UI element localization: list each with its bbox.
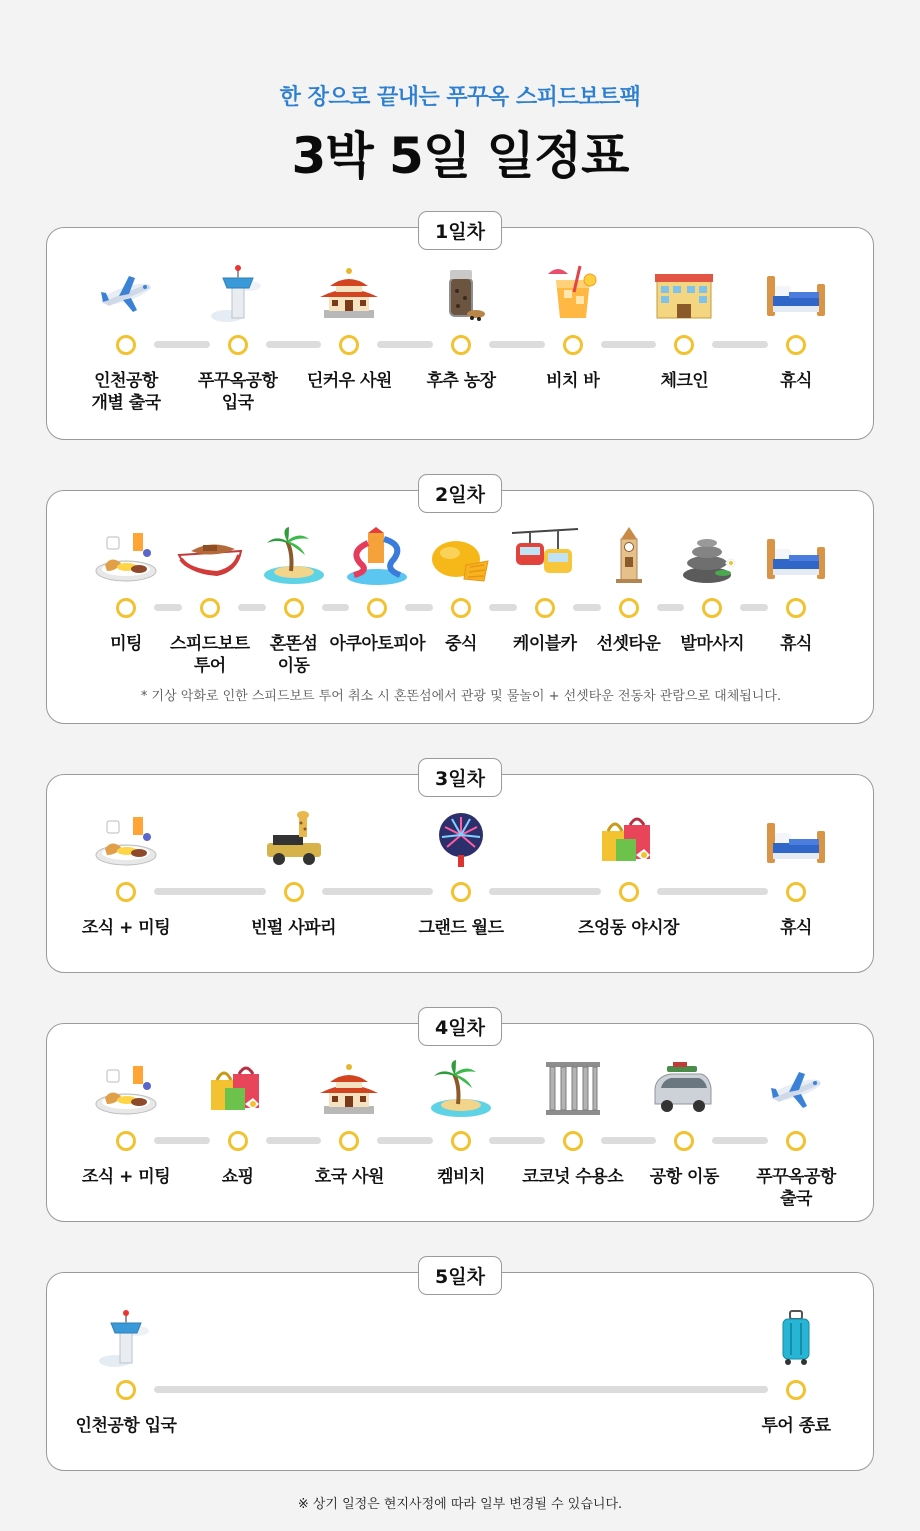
day-label: 4일차 xyxy=(418,1007,502,1046)
stop-label: 호국 사원 xyxy=(314,1167,384,1187)
footer-note: ※ 상기 일정은 현지사정에 따라 일부 변경될 수 있습니다. xyxy=(297,1497,623,1512)
connector-line xyxy=(601,1137,657,1144)
water-slide-icon xyxy=(344,525,410,587)
connector-line xyxy=(489,604,517,611)
stop-label: 휴식 xyxy=(780,634,812,654)
day-label: 3일차 xyxy=(418,758,502,797)
stop-label: 비치 바 xyxy=(546,371,600,391)
timeline-dot xyxy=(674,335,694,355)
speedboat-icon xyxy=(177,525,243,587)
connector-line xyxy=(238,604,266,611)
timeline-dot xyxy=(535,598,555,618)
day-card xyxy=(46,1266,874,1471)
timeline-dot xyxy=(116,335,136,355)
island-icon xyxy=(261,525,327,587)
weather-note: * 기상 악화로 인한 스피드보트 투어 취소 시 혼똔섬에서 관광 및 물놀이 + 선셋타운 전동차 관람으로 대체됩니다. xyxy=(140,689,782,704)
timeline-dot xyxy=(228,1131,248,1151)
day-label: 2일차 xyxy=(418,474,502,513)
connector-line xyxy=(266,341,322,348)
day-card xyxy=(46,484,874,724)
bed-icon xyxy=(763,262,829,324)
timeline-dot xyxy=(284,598,304,618)
stop-label: 스피드보트 투어 xyxy=(169,634,250,676)
timeline-dot xyxy=(674,1131,694,1151)
connector-line xyxy=(154,341,210,348)
stop-label: 쇼핑 xyxy=(221,1167,254,1187)
stop-label: 조식 + 미팅 xyxy=(81,1167,171,1187)
island-icon xyxy=(428,1058,494,1120)
clock-tower-icon xyxy=(596,525,662,587)
connector-line xyxy=(712,1137,768,1144)
connector-line xyxy=(377,341,433,348)
connector-line xyxy=(601,341,657,348)
connector-line xyxy=(489,341,545,348)
shopping-bags-icon xyxy=(596,809,662,871)
timeline-dot xyxy=(702,598,722,618)
timeline-dot xyxy=(619,598,639,618)
day-card xyxy=(46,1017,874,1222)
stop-label: 인천공항 개별 출국 xyxy=(91,371,161,413)
stop-label: 즈엉동 야시장 xyxy=(578,918,679,938)
timeline-dot xyxy=(563,1131,583,1151)
timeline-dot xyxy=(786,598,806,618)
breakfast-icon xyxy=(93,525,159,587)
timeline-dot xyxy=(228,335,248,355)
timeline-dot xyxy=(339,335,359,355)
airplane-icon xyxy=(93,262,159,324)
connector-line xyxy=(154,888,266,895)
stop-label: 빈펄 사파리 xyxy=(250,918,337,938)
stop-label: 미팅 xyxy=(110,634,142,654)
timeline-dot xyxy=(339,1131,359,1151)
day-card xyxy=(46,221,874,440)
timeline-dot xyxy=(786,1380,806,1400)
connector-line xyxy=(377,1137,433,1144)
cable-car-icon xyxy=(512,525,578,587)
fireworks-icon xyxy=(428,809,494,871)
stop-label: 휴식 xyxy=(780,918,812,938)
timeline-dot xyxy=(786,882,806,902)
stop-label: 발마사지 xyxy=(680,634,745,654)
connector-line xyxy=(573,604,601,611)
timeline-dot xyxy=(619,882,639,902)
safari-jeep-icon xyxy=(261,809,327,871)
connector-line xyxy=(657,604,685,611)
van-icon xyxy=(651,1058,717,1120)
timeline-dot xyxy=(786,1131,806,1151)
day-card xyxy=(46,768,874,973)
connector-line xyxy=(322,888,434,895)
stop-label: 인천공항 입국 xyxy=(75,1416,177,1436)
timeline-dot xyxy=(451,882,471,902)
day-label: 5일차 xyxy=(418,1256,502,1295)
tropical-drink-icon xyxy=(540,262,606,324)
mango-icon xyxy=(428,525,494,587)
hotel-icon xyxy=(651,262,717,324)
connector-line xyxy=(322,604,350,611)
suitcase-icon xyxy=(763,1307,829,1369)
connector-line xyxy=(266,1137,322,1144)
stop-label: 후추 농장 xyxy=(426,371,496,391)
control-tower-icon xyxy=(93,1307,159,1369)
connector-line xyxy=(740,604,768,611)
temple-icon xyxy=(316,262,382,324)
connector-line xyxy=(154,1386,768,1393)
connector-line xyxy=(405,604,433,611)
connector-line xyxy=(489,1137,545,1144)
connector-line xyxy=(657,888,769,895)
stop-label: 휴식 xyxy=(780,371,812,391)
page-title: 3박 5일 일정표 xyxy=(291,127,629,185)
timeline-dot xyxy=(116,1131,136,1151)
breakfast-icon xyxy=(93,809,159,871)
timeline-dot xyxy=(284,882,304,902)
stop-label: 체크인 xyxy=(660,371,709,391)
stop-label: 켐비치 xyxy=(437,1167,485,1187)
timeline-dot xyxy=(116,882,136,902)
timeline-dot xyxy=(116,1380,136,1400)
stop-label: 케이블카 xyxy=(512,634,577,654)
spa-stones-icon xyxy=(679,525,745,587)
timeline-dot xyxy=(367,598,387,618)
timeline-dot xyxy=(116,598,136,618)
shopping-bags-icon xyxy=(205,1058,271,1120)
stop-label: 푸꾸옥공항 출국 xyxy=(756,1167,836,1209)
timeline-dot xyxy=(200,598,220,618)
stop-label: 선셋타운 xyxy=(596,634,661,654)
stop-label: 혼똔섬 이동 xyxy=(269,634,318,676)
stop-label: 조식 + 미팅 xyxy=(81,918,171,938)
pepper-shaker-icon xyxy=(428,262,494,324)
connector-line xyxy=(489,888,601,895)
connector-line xyxy=(154,1137,210,1144)
stop-label: 푸꾸옥공항 입국 xyxy=(197,371,278,413)
stop-label: 딘커우 사원 xyxy=(306,371,392,391)
prison-bars-icon xyxy=(540,1058,606,1120)
breakfast-icon xyxy=(93,1058,159,1120)
connector-line xyxy=(712,341,768,348)
temple-icon xyxy=(316,1058,382,1120)
bed-icon xyxy=(763,525,829,587)
connector-line xyxy=(154,604,182,611)
stop-label: 코코넛 수용소 xyxy=(522,1167,624,1187)
airplane-icon xyxy=(763,1058,829,1120)
timeline-dot xyxy=(451,335,471,355)
timeline-dot xyxy=(786,335,806,355)
bed-icon xyxy=(763,809,829,871)
stop-label: 투어 종료 xyxy=(761,1416,831,1436)
stop-label: 중식 xyxy=(445,634,477,654)
stop-label: 아쿠아토피아 xyxy=(329,634,426,654)
day-label: 1일차 xyxy=(418,211,502,250)
stop-label: 공항 이동 xyxy=(649,1167,719,1187)
timeline-dot xyxy=(563,335,583,355)
control-tower-icon xyxy=(205,262,271,324)
stop-label: 그랜드 월드 xyxy=(418,918,504,938)
page-subtitle: 한 장으로 끝내는 푸꾸옥 스피드보트팩 xyxy=(279,85,641,110)
timeline-dot xyxy=(451,1131,471,1151)
timeline-dot xyxy=(451,598,471,618)
